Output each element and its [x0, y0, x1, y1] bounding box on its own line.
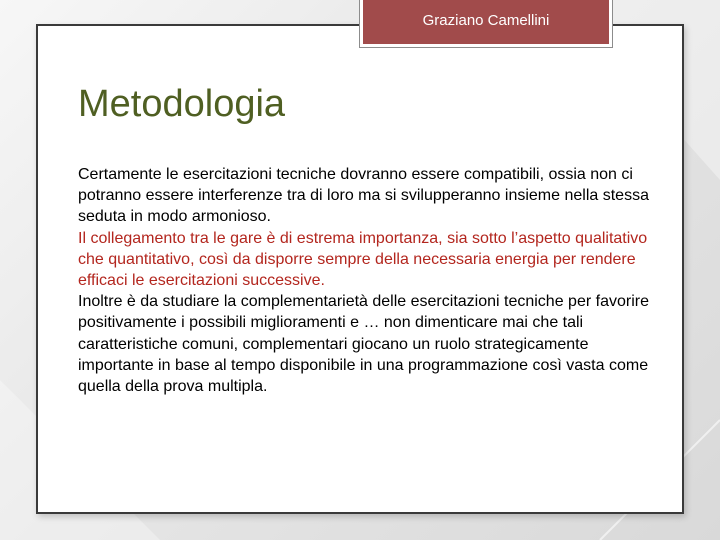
paragraph-complementarity: Inoltre è da studiare la complementarietà delle esercitazioni tecniche per favorire positivamente i possibili miglioramenti e … non dimenticare mai che tali caratteristiche comuni, complementari giocano un ruolo strategicamente importante in base al tempo disponibile in una programmazione così vasta come quella della prova multipla. [78, 293, 649, 396]
author-tab [360, 0, 612, 47]
slide-title: Metodologia [78, 83, 286, 125]
slide-body [78, 164, 658, 397]
paragraph-compatibility: Certamente le esercitazioni tecniche dovranno essere compatibili, ossia non ci potranno essere interferenze tra di loro ma si svilupperanno insieme nella stessa seduta in modo armonioso. [78, 166, 649, 226]
paragraph-connection: Il collegamento tra le gare è di estrema importanza, sia sotto l’aspetto qualitativo che quantitativo, così da disporre sempre della necessaria energia per rendere efficaci le esercitazioni successive. [78, 229, 648, 290]
author-name: Graziano Camellini [422, 12, 550, 29]
